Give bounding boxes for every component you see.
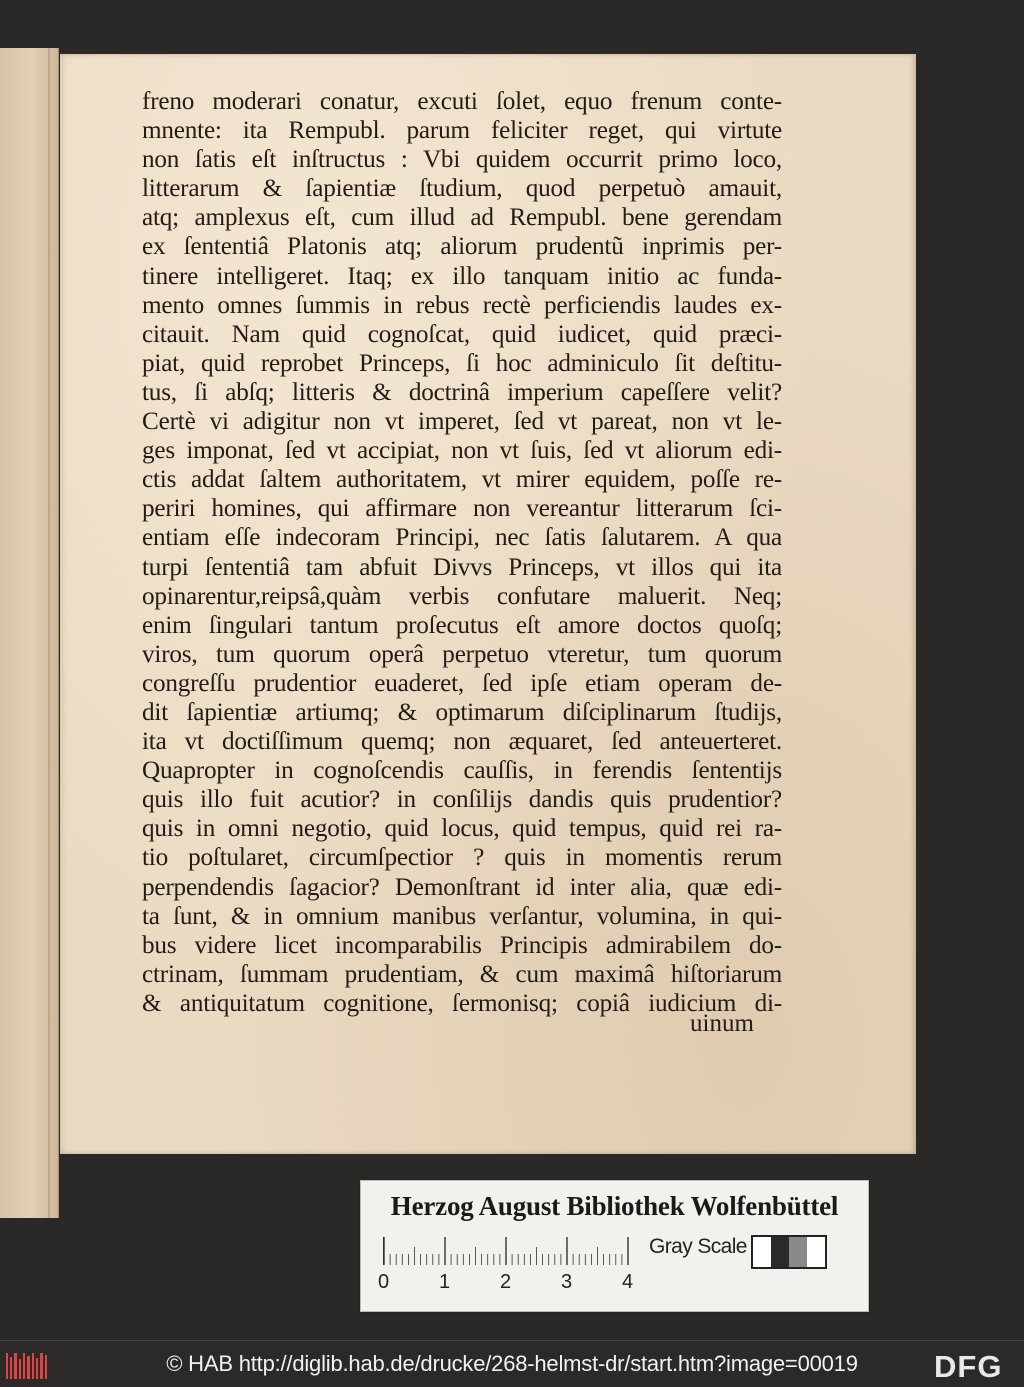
text-line: Quapropter in cognoſcendis cauſſis, in ferendis ſententijs bbox=[142, 757, 782, 785]
text-line: quis in omni negotio, quid locus, quid tempus, quid rei ra- bbox=[142, 815, 782, 843]
grayscale-patch bbox=[789, 1237, 807, 1267]
grayscale-patch bbox=[753, 1237, 771, 1267]
text-line: ex ſententiâ Platonis atq; aliorum prudentũ inprimis per- bbox=[142, 233, 782, 261]
text-line: non ſatis eſt inſtructus : Vbi quidem occurrit primo loco, bbox=[142, 146, 782, 174]
text-line: citauit. Nam quid cognoſcat, quid iudicet, quid præci- bbox=[142, 320, 782, 348]
text-line: ta ſunt, & in omnium manibus verſantur, volumina, in qui- bbox=[142, 902, 782, 930]
text-line: dit ſapientiæ artiumq; & optimarum diſciplinarum ſtudijs, bbox=[142, 698, 782, 726]
text-line: opinarentur,reipsâ,quàm verbis confutare maluerit. Neq; bbox=[142, 582, 782, 610]
text-line: bus videre licet incomparabilis Principis admirabilem do- bbox=[142, 931, 782, 959]
grayscale-patch bbox=[771, 1237, 789, 1267]
ruler-number: 4 bbox=[622, 1271, 634, 1293]
text-line: atq; amplexus eſt, cum illud ad Rempubl. bene gerendam bbox=[142, 204, 782, 232]
text-line: quis illo fuit acutior? in conſilijs dandis quis prudentior? bbox=[142, 786, 782, 814]
ruler-number: 0 bbox=[378, 1271, 390, 1293]
text-line: & antiquitatum cognitione, ſermonisq; copiâ iudicium di- bbox=[142, 989, 782, 1017]
text-line: tinere intelligeret. Itaq; ex illo tanquam initio ac funda- bbox=[142, 262, 782, 290]
grayscale-label: Gray Scale bbox=[649, 1235, 747, 1258]
ruler-number: 3 bbox=[561, 1271, 573, 1293]
library-name: Herzog August Bibliothek Wolfenbüttel bbox=[390, 1191, 839, 1221]
text-line: tio poſtularet, circumſpectior ? quis in momentis rerum bbox=[142, 844, 782, 872]
text-line: ctis addat ſaltem authoritatem, vt mirer equidem, poſſe re- bbox=[142, 466, 782, 494]
grayscale-swatch bbox=[751, 1235, 827, 1269]
text-line: ita vt doctiſſimum quemq; non æquaret, ſed anteuerteret. bbox=[142, 728, 782, 756]
text-line: ges imponat, ſed vt accipiat, non vt ſuis, ſed vt aliorum edi- bbox=[142, 437, 782, 465]
text-line: freno moderari conatur, excuti ſolet, equo frenum conte- bbox=[142, 88, 782, 115]
text-line: turpi ſententiâ tam abfuit Divvs Princeps, vt illos qui ita bbox=[142, 553, 782, 581]
previous-leaf-edge bbox=[0, 48, 59, 1218]
text-line: viros, tum quorum operâ perpetuo vteretur, tum quorum bbox=[142, 640, 782, 668]
catchword: uinum bbox=[690, 1010, 754, 1037]
grayscale-patch bbox=[807, 1237, 825, 1267]
text-line: piat, quid reprobet Princeps, ſi hoc adminiculo ſit deſtitu- bbox=[142, 349, 782, 377]
text-line: perpendendis ſagacior? Demonſtrant id inter alia, quæ edi- bbox=[142, 873, 782, 901]
footer-bar bbox=[0, 1340, 1024, 1387]
copyright-link[interactable]: © HAB http://diglib.hab.de/drucke/268-helmst-dr/start.htm?image=00019 bbox=[166, 1351, 858, 1376]
page-text-block bbox=[142, 87, 782, 1018]
text-line: enim ſingulari tantum proſecutus eſt amore doctos quoſq; bbox=[142, 611, 782, 639]
text-line: ctrinam, ſummam prudentiam, & cum maximâ hiſtoriarum bbox=[142, 960, 782, 988]
text-line: periri homines, qui affirmare non vereantur litterarum ſci- bbox=[142, 495, 782, 523]
text-line: tus, ſi abſq; litteris & doctrinâ imperium capeſſere velit? bbox=[142, 378, 782, 406]
text-line: entiam eſſe indecoram Principi, nec ſatis ſalutarem. A qua bbox=[142, 524, 782, 552]
text-line: mnente: ita Rempubl. parum feliciter reget, qui virtute bbox=[142, 117, 782, 145]
text-line: Certè vi adigitur non vt imperet, ſed vt pareat, non vt le- bbox=[142, 408, 782, 436]
ruler-numbers bbox=[378, 1271, 663, 1295]
library-label-card bbox=[360, 1180, 869, 1312]
ruler-scale bbox=[383, 1237, 641, 1265]
text-line: litterarum & ſapientiæ ſtudium, quod perpetuò amauit, bbox=[142, 175, 782, 203]
text-line: congreſſu prudentior euaderet, ſed ipſe etiam operam de- bbox=[142, 669, 782, 697]
ruler-number: 2 bbox=[500, 1271, 512, 1293]
dfg-logo: DFG bbox=[934, 1349, 1003, 1384]
text-line: mento omnes ſummis in rebus rectè perficiendis laudes ex- bbox=[142, 291, 782, 319]
ruler-number: 1 bbox=[439, 1271, 451, 1293]
